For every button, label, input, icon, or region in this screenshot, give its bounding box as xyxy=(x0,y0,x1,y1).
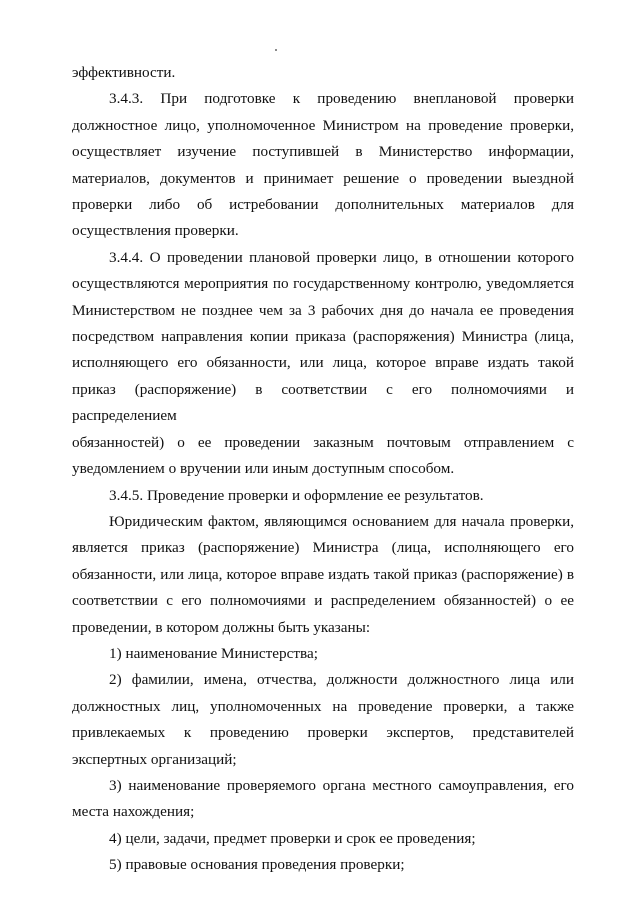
text-line: проверки либо об истребовании дополнительных материалов для xyxy=(72,196,574,214)
text-line: 3) наименование проверяемого органа местного самоуправления, его xyxy=(109,776,574,794)
text-line: является приказ (распоряжение) Министра (лица, исполняющего его xyxy=(72,539,574,557)
text-line: соответствии с его полномочиями и распределением обязанностей) о ее xyxy=(72,592,574,610)
text-line: Министерством не позднее чем за 3 рабочих дня до начала ее проведения xyxy=(72,301,574,319)
text-line: эффективности. xyxy=(72,64,176,81)
text-line: материалов, документов и принимает решение о проведении выездной xyxy=(72,169,574,187)
text-line: 1) наименование Министерства; xyxy=(109,644,318,662)
text-line: обязанности, или лица, которое вправе издать такой приказ (распоряжение) в xyxy=(72,565,574,583)
text-line: должностных лиц, уполномоченных на проведение проверки, а также xyxy=(72,697,574,715)
text-line: 3.4.5. Проведение проверки и оформление ее результатов. xyxy=(109,486,484,504)
text-line: осуществляются мероприятия по государственному контролю, уведомляется xyxy=(72,275,574,293)
text-line: исполняющего его обязанности, или лица, которое вправе издать такой xyxy=(72,354,574,372)
text-line: проведении, в котором должны быть указаны: xyxy=(72,618,371,636)
text-line: уведомлением о вручении или иным доступным способом. xyxy=(72,460,455,478)
text-line: 3.4.3. При подготовке к проведению внеплановой проверки xyxy=(109,90,574,108)
text-line: экспертных организаций; xyxy=(72,750,237,768)
text-line: посредством направления копии приказа (распоряжения) Министра (лица, xyxy=(72,328,574,346)
text-line: приказ (распоряжение) в соответствии с его полномочиями и распределением xyxy=(72,380,574,425)
text-line: места нахождения; xyxy=(72,803,195,821)
text-line: привлекаемых к проведению проверки экспертов, представителей xyxy=(72,724,574,742)
text-line: Юридическим фактом, являющимся основанием для начала проверки, xyxy=(109,512,574,530)
text-line: осуществления проверки. xyxy=(72,222,239,240)
text-line: осуществляет изучение поступившей в Министерство информации, xyxy=(72,143,574,161)
text-line: 4) цели, задачи, предмет проверки и срок ее проведения; xyxy=(109,829,476,847)
text-line: 3.4.4. О проведении плановой проверки лицо, в отношении которого xyxy=(109,248,574,266)
text-line: 5) правовые основания проведения проверки; xyxy=(109,856,405,874)
text-line: 2) фамилии, имена, отчества, должности должностного лица или xyxy=(109,671,574,689)
scan-speck xyxy=(275,49,277,51)
text-line: должностное лицо, уполномоченное Министром на проведение проверки, xyxy=(72,116,574,134)
text-line: обязанностей) о ее проведении заказным почтовым отправлением с xyxy=(72,433,574,451)
